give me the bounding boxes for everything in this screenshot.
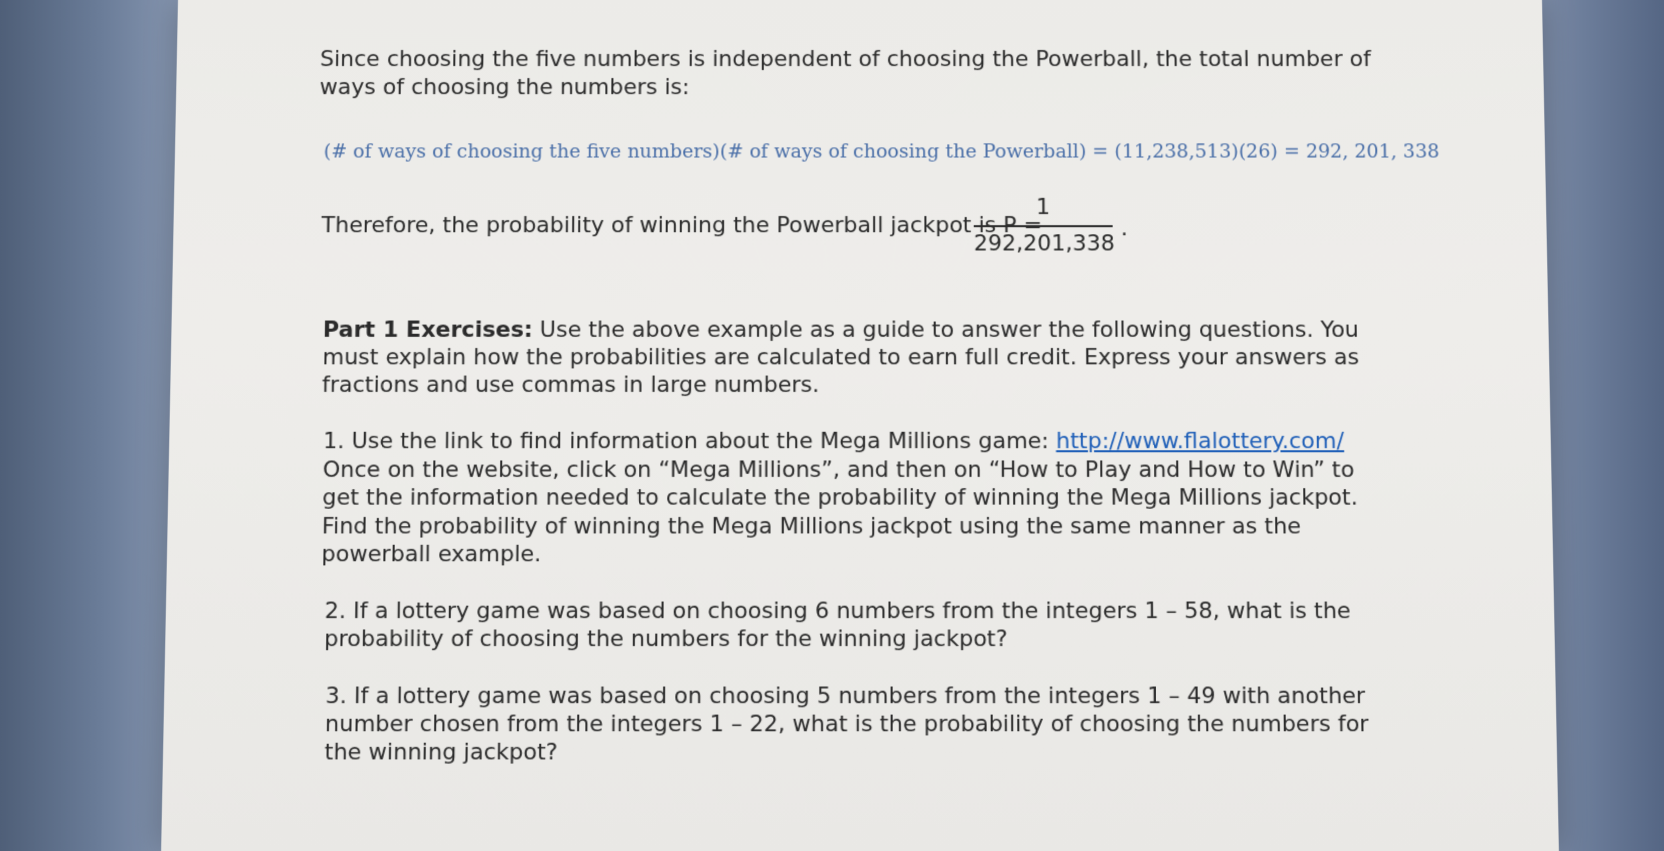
question-1-line-4: Find the probability of winning the Mega Millions jackpot using the same manner as the: [321, 513, 1302, 540]
part1-line-2: must explain how the probabilities are calculated to earn full credit. Express your answers as: [322, 344, 1360, 371]
question-2-line-1: 2. If a lottery game was based on choosing 6 numbers from the integers 1 – 58, what is the: [324, 598, 1351, 625]
question-1-line-5: powerball example.: [321, 541, 542, 568]
document-page: [161, 0, 1559, 851]
combination-equation: (# of ways of choosing the five numbers)(# of ways of choosing the Powerball) = (11,238,513)(26) = 292, 201, 338: [323, 140, 1440, 163]
question-3-line-1: 3. If a lottery game was based on choosing 5 numbers from the integers 1 – 49 with another: [325, 683, 1366, 710]
part1-line-3: fractions and use commas in large numbers.: [321, 372, 820, 399]
probability-statement: Therefore, the probability of winning the Powerball jackpot is P =: [321, 213, 1043, 239]
question-1-line-3: get the information needed to calculate the probability of winning the Mega Millions jackpot.: [322, 485, 1359, 511]
fraction-period: .: [1120, 216, 1128, 242]
flalottery-link[interactable]: http://www.flalottery.com/: [1055, 428, 1345, 455]
part1-line-1: [323, 316, 1359, 345]
question-2-line-2: probability of choosing the numbers for the winning jackpot?: [324, 626, 1008, 653]
question-1-text: 1. Use the link to find information about the Mega Millions game:: [322, 428, 1049, 455]
intro-line-1: Since choosing the five numbers is independent of choosing the Powerball, the total number of: [319, 46, 1371, 73]
question-1-line-1: [323, 428, 1344, 457]
fraction-bar: [974, 225, 1113, 227]
question-3-line-2: number chosen from the integers 1 – 22, what is the probability of choosing the numbers for: [324, 711, 1369, 738]
fraction-numerator: 1: [1035, 194, 1051, 221]
question-3-line-3: the winning jackpot?: [324, 739, 558, 766]
part1-text-1: Use the above example as a guide to answer the following questions. You: [539, 317, 1359, 343]
probability-fraction: [974, 193, 1113, 260]
fraction-denominator: 292,201,338: [973, 231, 1115, 257]
part1-heading: Part 1 Exercises:: [322, 317, 533, 343]
intro-line-2: ways of choosing the numbers is:: [319, 75, 690, 101]
question-1-line-2: Once on the website, click on “Mega Millions”, and then on “How to Play and How to Win” to: [322, 457, 1355, 484]
